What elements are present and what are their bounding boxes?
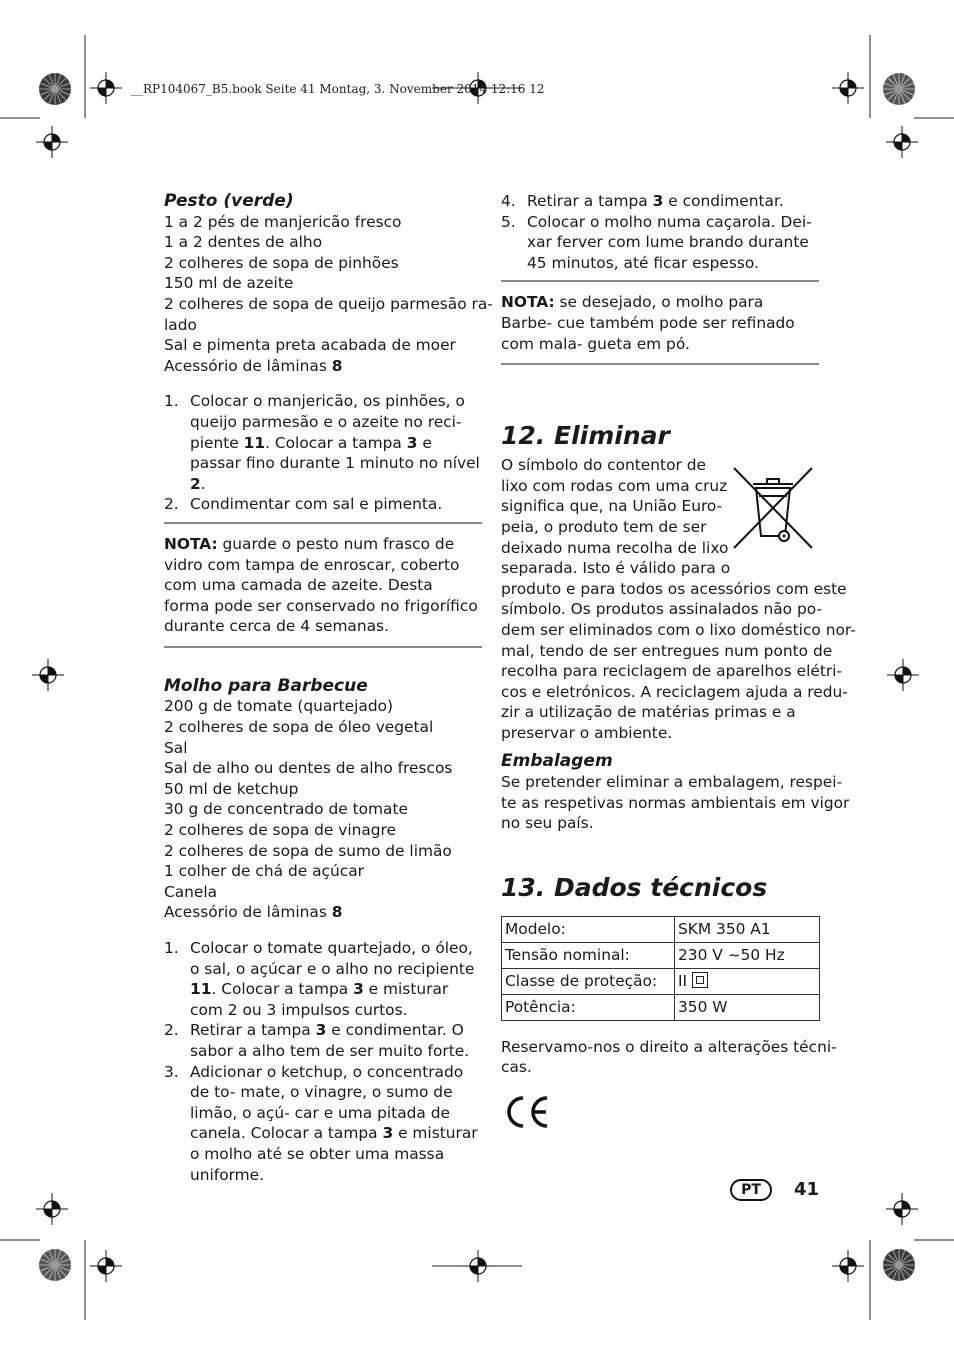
ingredient: 2 colheres de sopa de vinagre bbox=[164, 821, 397, 840]
registration-mark-icon bbox=[832, 1250, 864, 1282]
ingredient: 2 colheres de sopa de óleo vegetal bbox=[164, 718, 434, 737]
packaging-title: Embalagem bbox=[501, 751, 613, 772]
table-row: Classe de proteção: II bbox=[502, 968, 820, 994]
ingredient: 2 colheres de sopa de queijo parmesão ra- bbox=[164, 294, 493, 313]
pesto-note: NOTA: guarde o pesto num frasco de vidro com tampa de enroscar, coberto com uma camada de azeite. Desta forma pode ser conservado no frigorífico durante cerca de 4 semanas. bbox=[164, 522, 482, 648]
print-info: __RP104067_B5.book Seite 41 Montag, 3. November 2014 12:16 12 bbox=[131, 82, 545, 96]
step: 1. Colocar o tomate quartejado, o óleo, o sal, o açúcar e o alho no recipiente 11. Colocar a tampa 3 e misturar com 2 ou 3 impulsos curtos. bbox=[164, 939, 475, 1019]
color-calibration-disc-icon bbox=[882, 72, 916, 106]
barbecue-steps bbox=[164, 938, 482, 1185]
color-calibration-disc-icon bbox=[38, 1248, 72, 1282]
registration-mark-icon bbox=[886, 1193, 918, 1225]
ingredient: lado bbox=[164, 315, 197, 334]
left-column bbox=[164, 191, 493, 1185]
step: 4. Retirar a tampa 3 e condimentar. bbox=[501, 192, 784, 210]
step: 1. Colocar o manjericão, os pinhões, o queijo parmesão e o azeite no reci- piente 11. Colocar a tampa 3 e passar fino durante 1 minuto no nível 2. bbox=[164, 392, 480, 493]
barbecue-title: Molho para Barbecue bbox=[164, 675, 368, 696]
registration-mark-icon bbox=[462, 1250, 494, 1282]
color-calibration-disc-icon bbox=[882, 1248, 916, 1282]
registration-mark-icon bbox=[832, 72, 864, 104]
language-badge: PT bbox=[730, 1179, 772, 1201]
step: 2. Retirar a tampa 3 e condimentar. O sabor a alho tem de ser muito forte. bbox=[164, 1021, 470, 1060]
barbecue-ingredients bbox=[164, 696, 482, 923]
right-column bbox=[501, 191, 856, 1078]
pesto-steps bbox=[164, 391, 482, 515]
barbecue-steps-continued bbox=[501, 191, 819, 273]
protection-class-ii-icon bbox=[692, 972, 708, 988]
pesto-ingredients bbox=[164, 212, 493, 377]
ingredient: Sal de alho ou dentes de alho frescos bbox=[164, 759, 453, 778]
registration-mark-icon bbox=[90, 72, 122, 104]
section-heading-dados-tecnicos: 13. Dados técnicos bbox=[501, 872, 768, 902]
table-row: Potência: 350 W bbox=[502, 994, 820, 1020]
registration-mark-icon bbox=[90, 1250, 122, 1282]
ingredient: Canela bbox=[164, 882, 218, 901]
registration-mark-icon bbox=[32, 659, 64, 691]
ingredient: 2 colheres de sopa de sumo de limão bbox=[164, 841, 452, 860]
ingredient: Sal bbox=[164, 738, 188, 757]
table-row: Modelo: SKM 350 A1 bbox=[502, 916, 820, 942]
registration-mark-icon bbox=[886, 126, 918, 158]
ingredient: 1 a 2 dentes de alho bbox=[164, 233, 323, 252]
ingredient: 30 g de concentrado de tomate bbox=[164, 800, 408, 819]
barbecue-note: NOTA: se desejado, o molho para Barbe- cue também pode ser refinado com mala- gueta em pó. bbox=[501, 280, 819, 365]
reserve-note: Reservamo-nos o direito a alterações técni- cas. bbox=[501, 1037, 837, 1077]
page-footer bbox=[730, 1178, 850, 1204]
step: 5. Colocar o molho numa caçarola. Dei- xar ferver com lume brando durante 45 minutos, até ficar espesso. bbox=[501, 212, 812, 272]
registration-mark-icon bbox=[887, 659, 919, 691]
step: 3. Adicionar o ketchup, o concentrado de to- mate, o vinagre, o sumo de limão, o açú- car e uma pitada de canela. Colocar a tampa 3 e misturar o molho até se obter uma massa uniforme. bbox=[164, 1062, 478, 1184]
section-heading-eliminar: 12. Eliminar bbox=[501, 421, 670, 451]
ingredient-accessory: Acessório de lâminas 8 bbox=[164, 903, 343, 922]
color-calibration-disc-icon bbox=[38, 72, 72, 106]
page-number: 41 bbox=[794, 1179, 820, 1200]
step: 2. Condimentar com sal e pimenta. bbox=[164, 495, 443, 514]
ingredient-accessory: Acessório de lâminas 8 bbox=[164, 356, 343, 375]
ingredient: 200 g de tomate (quartejado) bbox=[164, 697, 394, 716]
ingredient: 50 ml de ketchup bbox=[164, 779, 299, 798]
packaging-paragraph: Se pretender eliminar a embalagem, respei- te as respetivas normas ambientais em vigor no seu país. bbox=[501, 773, 850, 833]
registration-mark-icon bbox=[36, 1193, 68, 1225]
eliminar-paragraph: O símbolo do contentor de lixo com rodas com uma cruz significa que, na União Euro- peia, o produto tem de ser deixado numa recolha de lixo separada. Isto é válido para o produto e para todos os acessórios com este símbolo. Os produtos assinalados não po- dem ser eliminados com o lixo doméstico nor- mal, tendo de ser entregues num ponto de recolha para reciclagem de aparelhos elétri- cos e eletrónicos. A reciclagem ajuda a redu- zir a utilização de matérias primas e a preservar o ambiente. bbox=[501, 456, 856, 742]
table-row: Tensão nominal: 230 V ~50 Hz bbox=[502, 942, 820, 968]
ingredient: 1 a 2 pés de manjericão fresco bbox=[164, 212, 402, 231]
ce-mark-icon bbox=[503, 1094, 551, 1130]
ingredient: 1 colher de chá de açúcar bbox=[164, 862, 364, 881]
registration-mark-icon bbox=[36, 126, 68, 158]
crossed-out-wheelie-bin-icon bbox=[732, 466, 814, 550]
ingredient: 2 colheres de sopa de pinhões bbox=[164, 253, 399, 272]
tech-specs-table bbox=[501, 916, 820, 1021]
ingredient: Sal e pimenta preta acabada de moer bbox=[164, 336, 456, 355]
pesto-title: Pesto (verde) bbox=[164, 191, 294, 211]
ingredient: 150 ml de azeite bbox=[164, 274, 294, 293]
